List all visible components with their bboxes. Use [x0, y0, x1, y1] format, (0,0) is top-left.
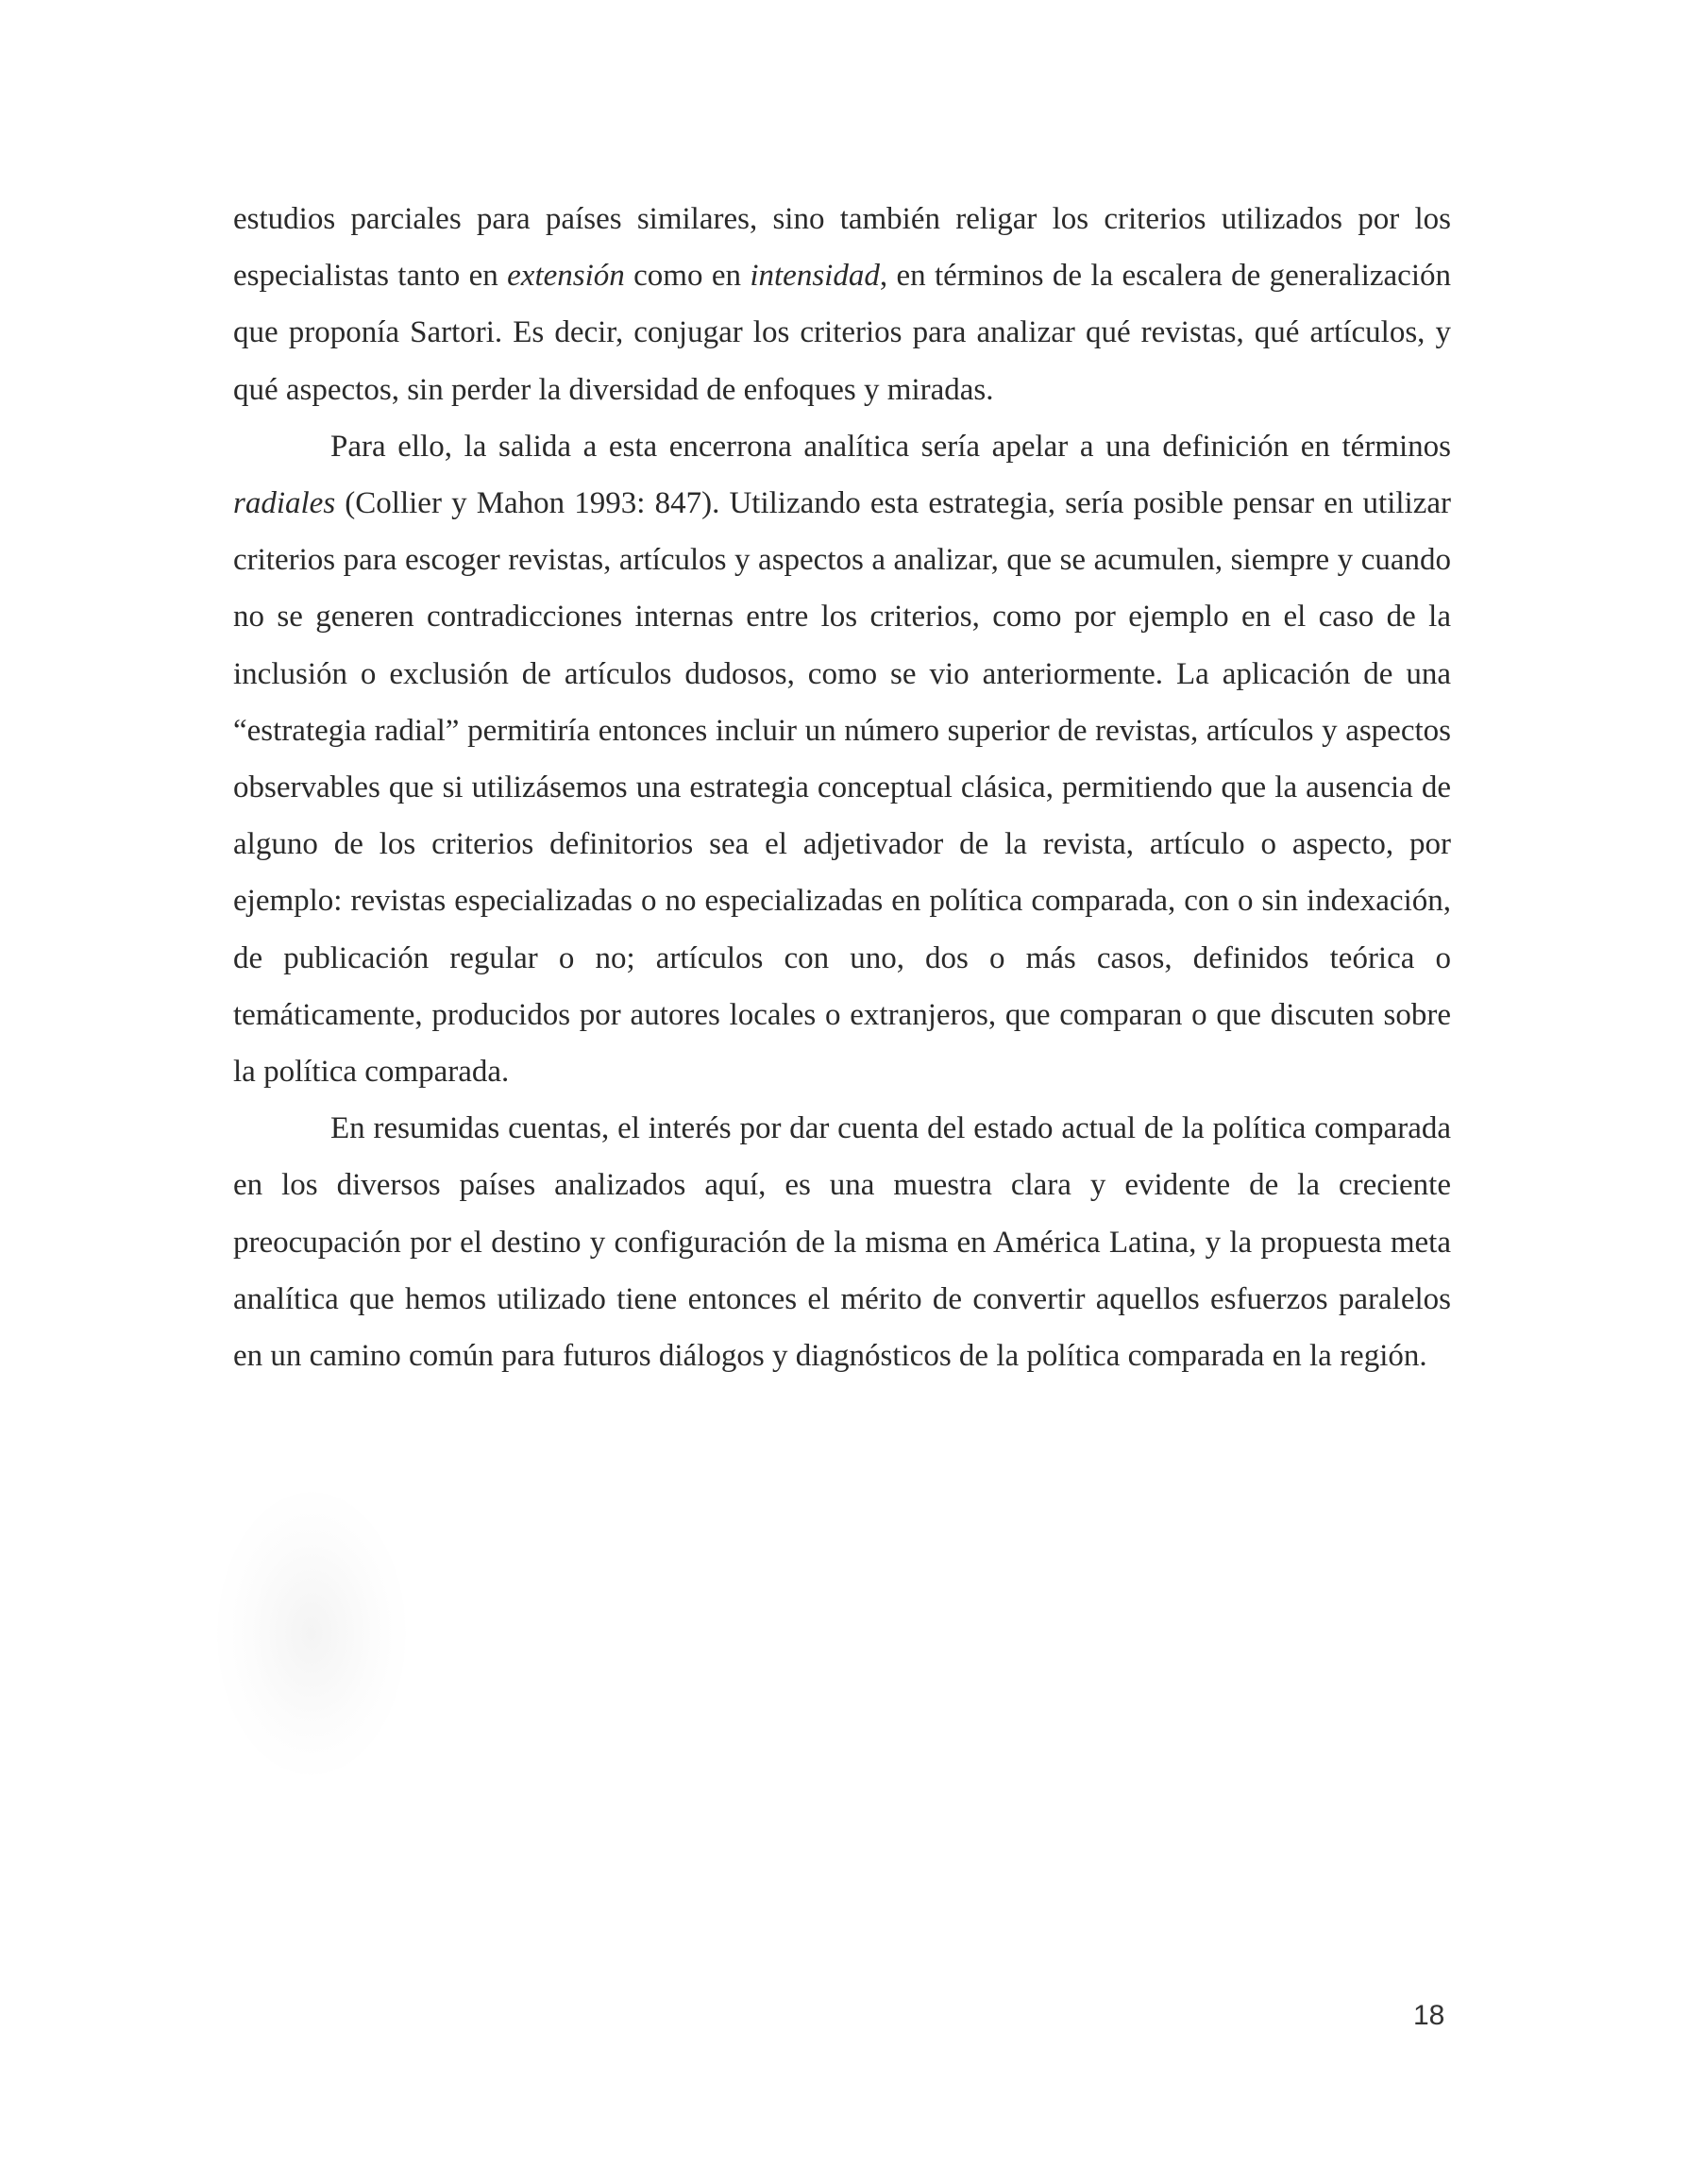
paragraph-2-text-a: Para ello, la salida a esta encerrona analítica sería apelar a una definición en términos: [330, 429, 1451, 464]
paragraph-1: [233, 191, 1451, 418]
body-text: [233, 191, 1451, 1384]
paragraph-1-text-a: estudios parciales para países similares, sino también religar los criterios utilizados por los especialistas tanto en: [233, 202, 1451, 294]
page-number: 18: [1413, 2000, 1445, 2031]
emphasis-extension: extensión: [507, 259, 625, 294]
paragraph-3: En resumidas cuentas, el interés por dar cuenta del estado actual de la política comparada en los diversos países analizados aquí, es una muestra clara y evidente de la creciente preocupación por el destino y configuración de la misma en América Latina, y la propuesta meta analítica que hemos utilizado tiene entonces el mérito de convertir aquellos esfuerzos paralelos en un camino común para futuros diálogos y diagnósticos de la política comparada en la región.: [233, 1111, 1451, 1374]
emphasis-intensidad: intensidad: [750, 259, 880, 294]
paragraph-1-text-b: como en: [624, 259, 751, 294]
paragraph-1-text-c: , en términos de la escalera de generalización que proponía Sartori. Es decir, conjugar los criterios para analizar qué revistas, qué artículos, y qué aspectos, sin perder la diversidad de enfoques y miradas.: [233, 259, 1451, 407]
paragraph-2: [233, 418, 1451, 1100]
paragraph-2-text-b: (Collier y Mahon 1993: 847). Utilizando esta estrategia, sería posible pensar en utilizar criterios para escoger revistas, artículos y aspectos a analizar, que se acumulen, siempre y cuando no se generen contradicciones internas entre los criterios, como por ejemplo en el caso de la inclusión o exclusión de artículos dudosos, como se vio anteriormente. La aplicación de una “estrategia radial” permitiría entonces incluir un número superior de revistas, artículos y aspectos observables que si utilizásemos una estrategia conceptual clásica, permitiendo que la ausencia de alguno de los criterios definitorios sea el adjetivador de la revista, artículo o aspecto, por ejemplo: revistas especializadas o no especializadas en política comparada, con o sin indexación, de publicación regular o no; artículos con uno, dos o más casos, definidos teórica o temáticamente, producidos por autores locales o extranjeros, que comparan o que discuten sobre la política comparada.: [233, 486, 1451, 1090]
scan-smudge: [217, 1492, 406, 1775]
emphasis-radiales: radiales: [233, 486, 336, 521]
